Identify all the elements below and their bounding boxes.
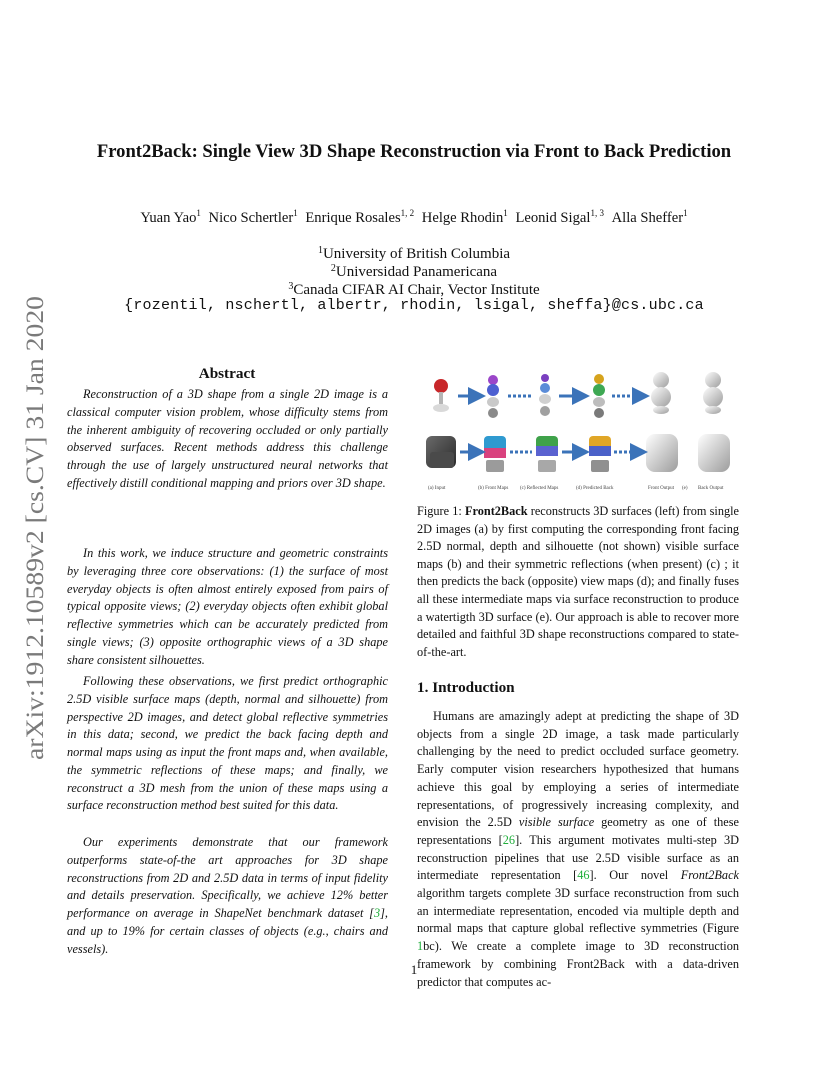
figure-label: Back Output [698, 486, 724, 491]
introduction-paragraph: Humans are amazingly adept at predicting the shape of 3D objects from a single 2D image, a task made particularly challenging by the need to predict occluded surface geometry. Early computer vision researchers hypothesized that humans achieve this goal by employing a series of intermediate representations, of progressively increasing complexity, and envision the 2.5D visible surface geometry as one of these representations [26]. This argument motivates multi-step 3D reconstruction pipelines that use 2.5D visible surface as an intermediate representation [46]. Our novel Front2Back algorithm targets complete 3D surface reconstruction from such an intermediate representation, encoded via multiple depth and normal maps that capture global reflective symmetries (Figure 1bc). We create a complete image to 3D reconstruction framework by combining Front2Back with a data-driven predictor that computes ac- [417, 709, 740, 989]
paper-title: Front2Back: Single View 3D Shape Reconstruction via Front to Back Prediction [96, 141, 732, 162]
figure-1 [416, 366, 740, 496]
citation-link[interactable]: 46 [577, 868, 590, 883]
reflected-maps-lamp [539, 374, 551, 416]
figure-label: Front Output [648, 486, 674, 491]
predicted-back-lamp [593, 374, 605, 418]
section-heading: 1. Introduction [417, 679, 515, 696]
affiliation: $^1$University of British Columbia [317, 245, 511, 262]
figure-reference-link[interactable]: 1 [417, 939, 424, 954]
front-maps-chair [484, 436, 506, 472]
abstract-paragraph: In this work, we induce structure and geometric constraints by leveraging three core observations: (1) the surface of most everyday objects is often almost entirely exposed from pairs of typical opposite views; (2) everyday objects often exhibit global reflective symmetries which can be accurately predicted from single views; (3) opposite orthographic views of a 3D shape share consistent silhouettes. [67, 546, 388, 667]
reflected-maps-chair [536, 436, 558, 472]
abstract-paragraph: Our experiments demonstrate that our framework outperforms state-of-the art approaches for 3D shape reconstructions from 2D and 2.5D data in terms of input fidelity and details preservation. Specifically, we achieve 12% better performance on average in ShapeNet benchmark dataset [3], and up to 19% for certain classes of objects (e.g., chairs and vessels). [67, 835, 388, 956]
back-output-chair [698, 434, 730, 472]
affiliation: $^3$Canada CIFAR AI Chair, Vector Institute [288, 281, 540, 298]
author-emails: {rozentil, nschertl, albertr, rhodin, lsigal, sheffa}@cs.ubc.ca [124, 297, 704, 314]
abstract-paragraph: Reconstruction of a 3D shape from a single 2D image is a classical computer vision problem, whose difficulty stems from the inherent ambiguity of recovering occluded or only partially observed surfaces. Recent methods address this challenge through the use of largely unstructured neural networks that effectively distill conditional mapping and priors over 3D shape. [67, 387, 388, 490]
author: Alla Sheffer$^1$ [611, 208, 688, 226]
arxiv-id-text: arXiv:1912.10589v2 [cs.CV] 31 Jan 2020 [21, 335, 49, 760]
figure-label: (c) Reflected Maps [520, 486, 559, 491]
author-list [0, 208, 828, 227]
author: Nico Schertler$^1$ [208, 208, 298, 226]
arxiv-identifier [12, 292, 52, 760]
figure-label: (e) [682, 486, 688, 491]
input-chair [426, 436, 456, 468]
predicted-back-chair [589, 436, 611, 472]
back-output-lamp [703, 372, 723, 414]
abstract-paragraph: Following these observations, we first predict orthographic 2.5D visible surface maps (depth, normal and silhouette) from perspective 2D images, and detect global reflective symmetries in this data; second, we predict the back facing depth and normal maps using as input the front maps and, when available, the symmetric reflections of these maps; and finally, we reconstruct a 3D mesh from the union of these maps using a surface reconstruction method best suited for this data. [67, 674, 388, 813]
figure-caption: Figure 1: Front2Back reconstructs 3D surfaces (left) from single 2D images (a) by first computing the corresponding front facing 2.5D normal, depth and silhouette (not shown) visible surface maps (b) and their symmetric reflections (when present) (c) ; it then predicts the back (opposite) view maps (d); and finally fuses all these intermediate maps via surface reconstruction to produce a watertigth 3D surface (e). Our approach is able to recover more detailed and faithful 3D shape reconstructions compared to state-of-the-art. [417, 504, 739, 659]
author: Enrique Rosales$^{1, 2}$ [305, 208, 415, 226]
figure-label: (a) Input [428, 486, 446, 491]
author: Helge Rhodin$^1$ [421, 208, 508, 226]
figure-label: (d) Predicted Back [576, 486, 614, 491]
citation-link[interactable]: 26 [502, 832, 516, 847]
front-maps-lamp [487, 375, 499, 418]
author: Leonid Sigal$^{1, 3}$ [515, 208, 604, 226]
input-lamp [433, 379, 449, 412]
abstract-heading: Abstract [198, 365, 256, 382]
page-number: 1 [410, 962, 418, 977]
citation-link[interactable]: 3 [373, 906, 381, 920]
affiliation: $^2$Universidad Panamericana [330, 263, 498, 280]
figure-label: (b) Front Maps [478, 486, 509, 491]
front-output-lamp [651, 372, 671, 414]
front-output-chair [646, 434, 678, 472]
author: Yuan Yao$^1$ [140, 208, 201, 226]
